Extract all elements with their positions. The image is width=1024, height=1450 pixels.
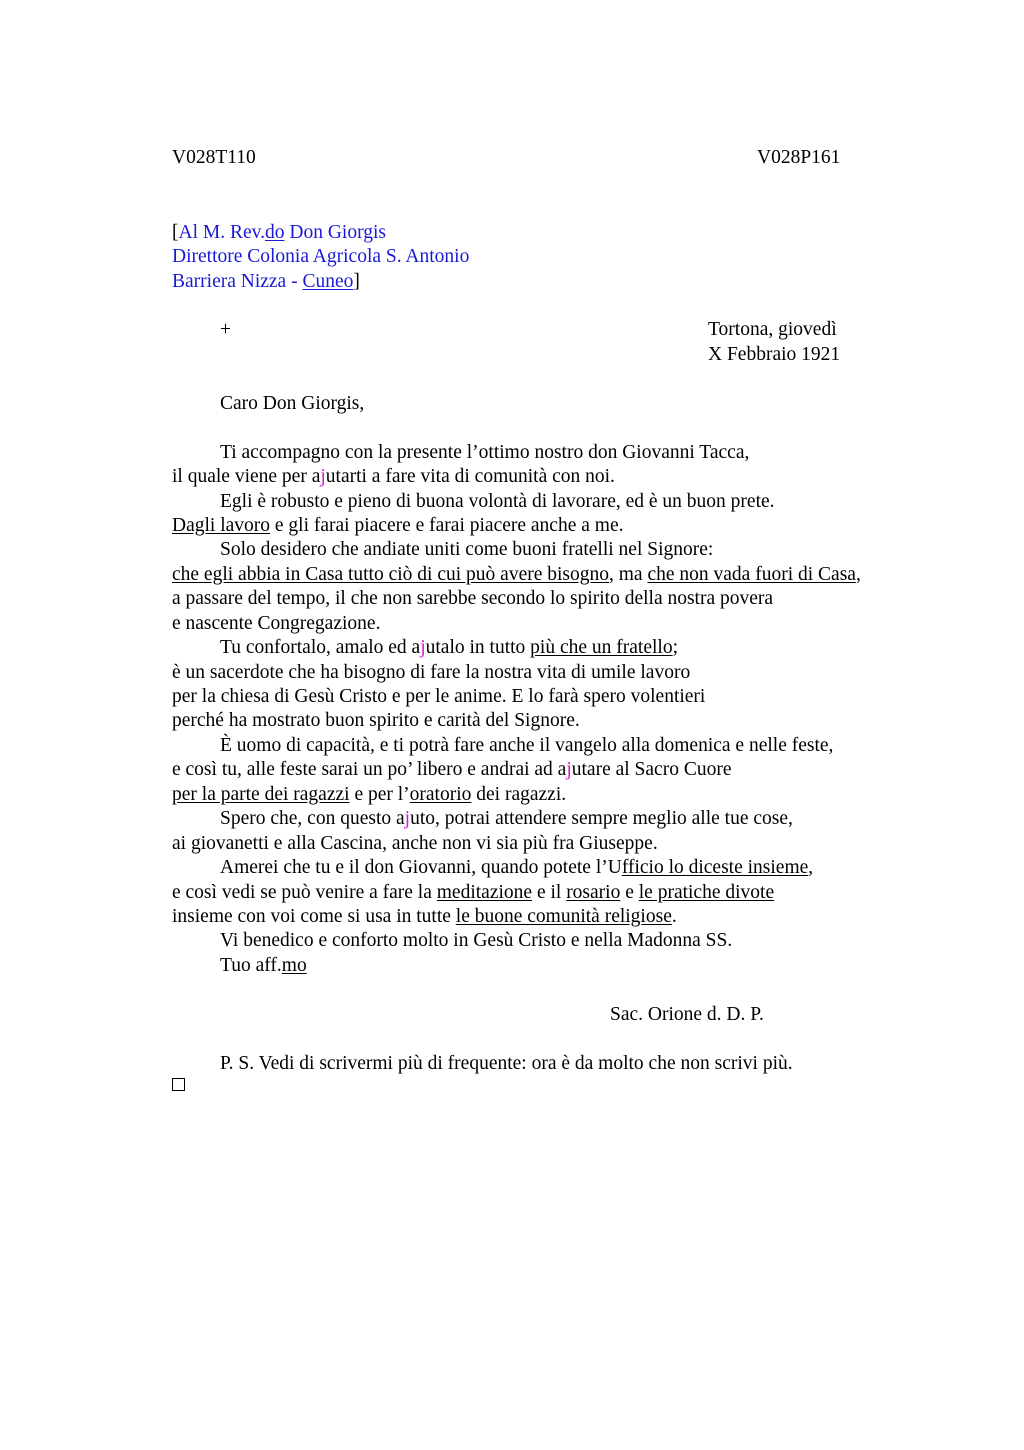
body-line-4: Dagli lavoro e gli farai piacere e farai piacere anche a me. — [172, 515, 624, 536]
address-line-3: Barriera Nizza - Cuneo] — [172, 271, 360, 292]
body-line-14: e così tu, alle feste sarai un po’ libero e andrai ad ajutare al Sacro Cuore — [172, 759, 732, 780]
body-line-15: per la parte dei ragazzi e per l’oratorio dei ragazzi. — [172, 784, 567, 805]
body-line-6: che egli abbia in Casa tutto ciò di cui può avere bisogno, ma che non vada fuori di Casa, — [172, 564, 861, 585]
header-left-code: V028T110 — [172, 147, 256, 168]
body-line-1: Ti accompagno con la presente l’ottimo nostro don Giovanni Tacca, — [220, 442, 750, 463]
body-line-19: e così vedi se può venire a fare la meditazione e il rosario e le pratiche divote — [172, 882, 775, 903]
body-line-11: per la chiesa di Gesù Cristo e per le anime. E lo farà spero volentieri — [172, 686, 706, 707]
body-line-18: Amerei che tu e il don Giovanni, quando potete l’Ufficio lo diceste insieme, — [220, 857, 814, 878]
body-line-2: il quale viene per ajutarti a fare vita di comunità con noi. — [172, 466, 615, 487]
body-line-10: è un sacerdote che ha bisogno di fare la nostra vita di umile lavoro — [172, 662, 691, 683]
signature: Sac. Orione d. D. P. — [610, 1004, 764, 1025]
address-line-1: [Al M. Rev.do Don Giorgis — [172, 222, 386, 243]
body-line-16: Spero che, con questo ajuto, potrai attendere sempre meglio alle tue cose, — [220, 808, 793, 829]
body-line-20: insieme con voi come si usa in tutte le buone comunità religiose. — [172, 906, 677, 927]
body-line-3: Egli è robusto e pieno di buona volontà di lavorare, ed è un buon prete. — [220, 491, 775, 512]
body-line-17: ai giovanetti e alla Cascina, anche non vi sia più fra Giuseppe. — [172, 833, 658, 854]
body-line-9: Tu confortalo, amalo ed ajutalo in tutto più che un fratello; — [220, 637, 678, 658]
closing-line: Tuo aff.mo — [220, 955, 307, 976]
body-line-21: Vi benedico e conforto molto in Gesù Cristo e nella Madonna SS. — [220, 930, 733, 951]
body-line-12: perché ha mostrato buon spirito e carità del Signore. — [172, 710, 580, 731]
header-right-code: V028P161 — [757, 147, 841, 168]
checkbox-square-icon — [172, 1078, 185, 1091]
date-line: X Febbraio 1921 — [708, 344, 841, 365]
salutation: Caro Don Giorgis, — [220, 393, 365, 414]
body-line-13: È uomo di capacità, e ti potrà fare anche il vangelo alla domenica e nelle feste, — [220, 735, 834, 756]
body-line-8: e nascente Congregazione. — [172, 613, 381, 634]
address-line-2: Direttore Colonia Agricola S. Antonio — [172, 246, 470, 267]
cross-mark: + — [220, 319, 231, 340]
postscript: P. S. Vedi di scrivermi più di frequente: ora è da molto che non scrivi più. — [220, 1053, 793, 1074]
body-line-7: a passare del tempo, il che non sarebbe secondo lo spirito della nostra povera — [172, 588, 774, 609]
body-line-5: Solo desidero che andiate uniti come buoni fratelli nel Signore: — [220, 539, 714, 560]
place-line: Tortona, giovedì — [708, 319, 837, 340]
